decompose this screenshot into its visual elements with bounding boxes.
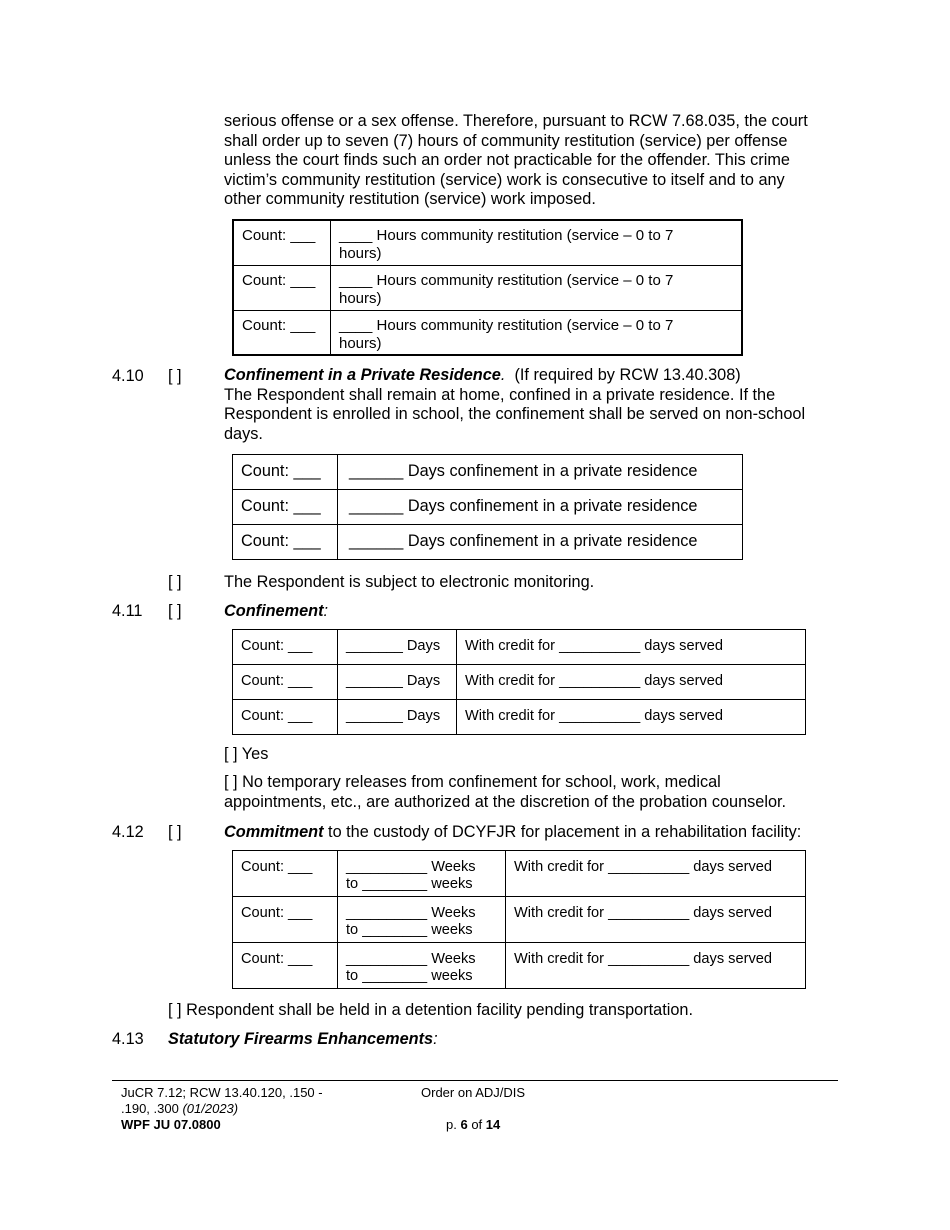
count-field[interactable]: Count: ___ — [241, 673, 313, 689]
no-release-option[interactable]: [ ] No temporary releases from confinement for school, work, medical appointments, etc., are authorized at the discretion of the probation counselor. — [224, 773, 787, 811]
days-field[interactable]: _______ Days — [346, 708, 441, 724]
hours-field[interactable]: ____ Hours community restitution (service – 0 to 7 hours) — [339, 227, 674, 262]
section-title: Confinement in a Private Residence — [224, 366, 501, 384]
footer-divider — [112, 1080, 838, 1081]
count-field[interactable]: Count: ___ — [241, 497, 321, 515]
credit-field[interactable]: With credit for __________ days served — [465, 673, 723, 689]
section-4-10-heading: Confinement in a Private Residence. (If required by RCW 13.40.308) The Respondent shall remain at home, confined in a private residence. If the Respondent is enrolled in school, the confinement shall be served on non-school days. — [224, 366, 844, 444]
table-row — [233, 700, 806, 735]
credit-field[interactable]: With credit for __________ days served — [514, 905, 772, 921]
days-field[interactable]: ______ Days confinement in a private residence — [349, 462, 698, 480]
section-title: Commitment — [224, 823, 324, 841]
section-number: 4.11 — [112, 602, 143, 620]
days-field[interactable]: ______ Days confinement in a private residence — [349, 497, 698, 515]
count-field[interactable]: Count: ___ — [241, 951, 313, 967]
days-field[interactable]: _______ Days — [346, 638, 441, 654]
section-title: Statutory Firearms Enhancements — [168, 1030, 434, 1048]
table-row — [233, 455, 743, 490]
weeks-field[interactable]: __________ Weeks to ________ weeks — [346, 905, 476, 938]
count-field[interactable]: Count: ___ — [242, 316, 316, 334]
restitution-hours-table — [232, 219, 743, 356]
section-number: 4.10 — [112, 367, 144, 385]
section-checkbox[interactable]: [ ] — [168, 367, 182, 385]
count-field[interactable]: Count: ___ — [241, 532, 321, 550]
hours-field[interactable]: ____ Hours community restitution (service – 0 to 7 hours) — [339, 316, 674, 352]
credit-field[interactable]: With credit for __________ days served — [514, 951, 772, 967]
detention-option[interactable]: [ ] Respondent shall be held in a detention facility pending transportation. — [168, 1001, 693, 1019]
count-field[interactable]: Count: ___ — [241, 905, 313, 921]
intro-line: unless the court finds such an order not practicable for the offender. This crime — [224, 151, 790, 170]
hours-field[interactable]: ____ Hours community restitution (service – 0 to 7 hours) — [339, 271, 674, 307]
section-body-line: days. — [224, 424, 263, 443]
count-field[interactable]: Count: ___ — [241, 638, 313, 654]
commitment-table — [232, 850, 806, 989]
count-field[interactable]: Count: ___ — [241, 859, 313, 875]
count-field[interactable]: Count: ___ — [242, 227, 316, 244]
section-body-line: Respondent is enrolled in school, the confinement shall be served on non-school — [224, 405, 806, 424]
footer-rule-citation: JuCR 7.12; RCW 13.40.120, .150 - .190, .300 (01/2023) WPF JU 07.0800 — [121, 1085, 361, 1133]
section-body-line: The Respondent shall remain at home, confined in a private residence. If the — [224, 385, 776, 404]
section-number: 4.12 — [112, 823, 144, 841]
private-residence-table — [232, 454, 743, 560]
section-4-12-heading — [224, 822, 801, 842]
intro-line: victim’s community restitution (service) work is consecutive to itself and to any — [224, 170, 785, 189]
footer-date: (01/2023) — [182, 1101, 239, 1116]
count-field[interactable]: Count: ___ — [241, 462, 321, 480]
table-row — [233, 665, 806, 700]
weeks-field[interactable]: __________ Weeks to ________ weeks — [346, 859, 476, 892]
table-row — [233, 897, 806, 943]
intro-paragraph — [224, 112, 844, 210]
footer-form-title: Order on ADJ/DIS — [421, 1085, 526, 1100]
intro-line: other community restitution (service) work imposed. — [224, 190, 596, 209]
table-row — [233, 310, 742, 355]
table-row — [233, 525, 743, 560]
section-title: Confinement — [224, 602, 324, 620]
table-row — [233, 851, 806, 897]
credit-field[interactable]: With credit for __________ days served — [465, 638, 723, 654]
count-field[interactable]: Count: ___ — [242, 271, 316, 289]
electronic-monitoring-text: The Respondent is subject to electronic monitoring. — [224, 573, 595, 591]
footer-form-id: WPF JU 07.0800 — [121, 1117, 221, 1132]
section-checkbox[interactable]: [ ] — [168, 823, 182, 841]
section-text: to the custody of DCYFJR for placement in a rehabilitation facility: — [323, 823, 802, 841]
section-checkbox[interactable]: [ ] — [168, 602, 182, 620]
days-field[interactable]: ______ Days confinement in a private residence — [349, 532, 698, 550]
section-note: (If required by RCW 13.40.308) — [514, 366, 741, 384]
table-row — [233, 265, 742, 310]
confinement-table — [232, 629, 806, 735]
table-row — [233, 220, 742, 265]
electronic-monitoring-checkbox[interactable]: [ ] — [168, 573, 182, 591]
table-row — [233, 943, 806, 989]
intro-line: shall order up to seven (7) hours of community restitution (service) per offense — [224, 131, 788, 150]
section-4-13-heading: Statutory Firearms Enhancements: — [168, 1030, 438, 1048]
days-field[interactable]: _______ Days — [346, 673, 441, 689]
yes-option[interactable]: [ ] Yes — [224, 745, 269, 763]
credit-field[interactable]: With credit for __________ days served — [514, 859, 772, 875]
weeks-field[interactable]: __________ Weeks to ________ weeks — [346, 951, 476, 984]
credit-field[interactable]: With credit for __________ days served — [465, 708, 723, 724]
table-row — [233, 490, 743, 525]
footer-page-number: p. 6 of 14 — [446, 1117, 501, 1132]
count-field[interactable]: Count: ___ — [241, 708, 313, 724]
section-4-11-heading: Confinement: — [224, 602, 329, 620]
table-row — [233, 630, 806, 665]
section-number: 4.13 — [112, 1030, 144, 1048]
intro-line: serious offense or a sex offense. Therefore, pursuant to RCW 7.68.035, the court — [224, 112, 808, 130]
